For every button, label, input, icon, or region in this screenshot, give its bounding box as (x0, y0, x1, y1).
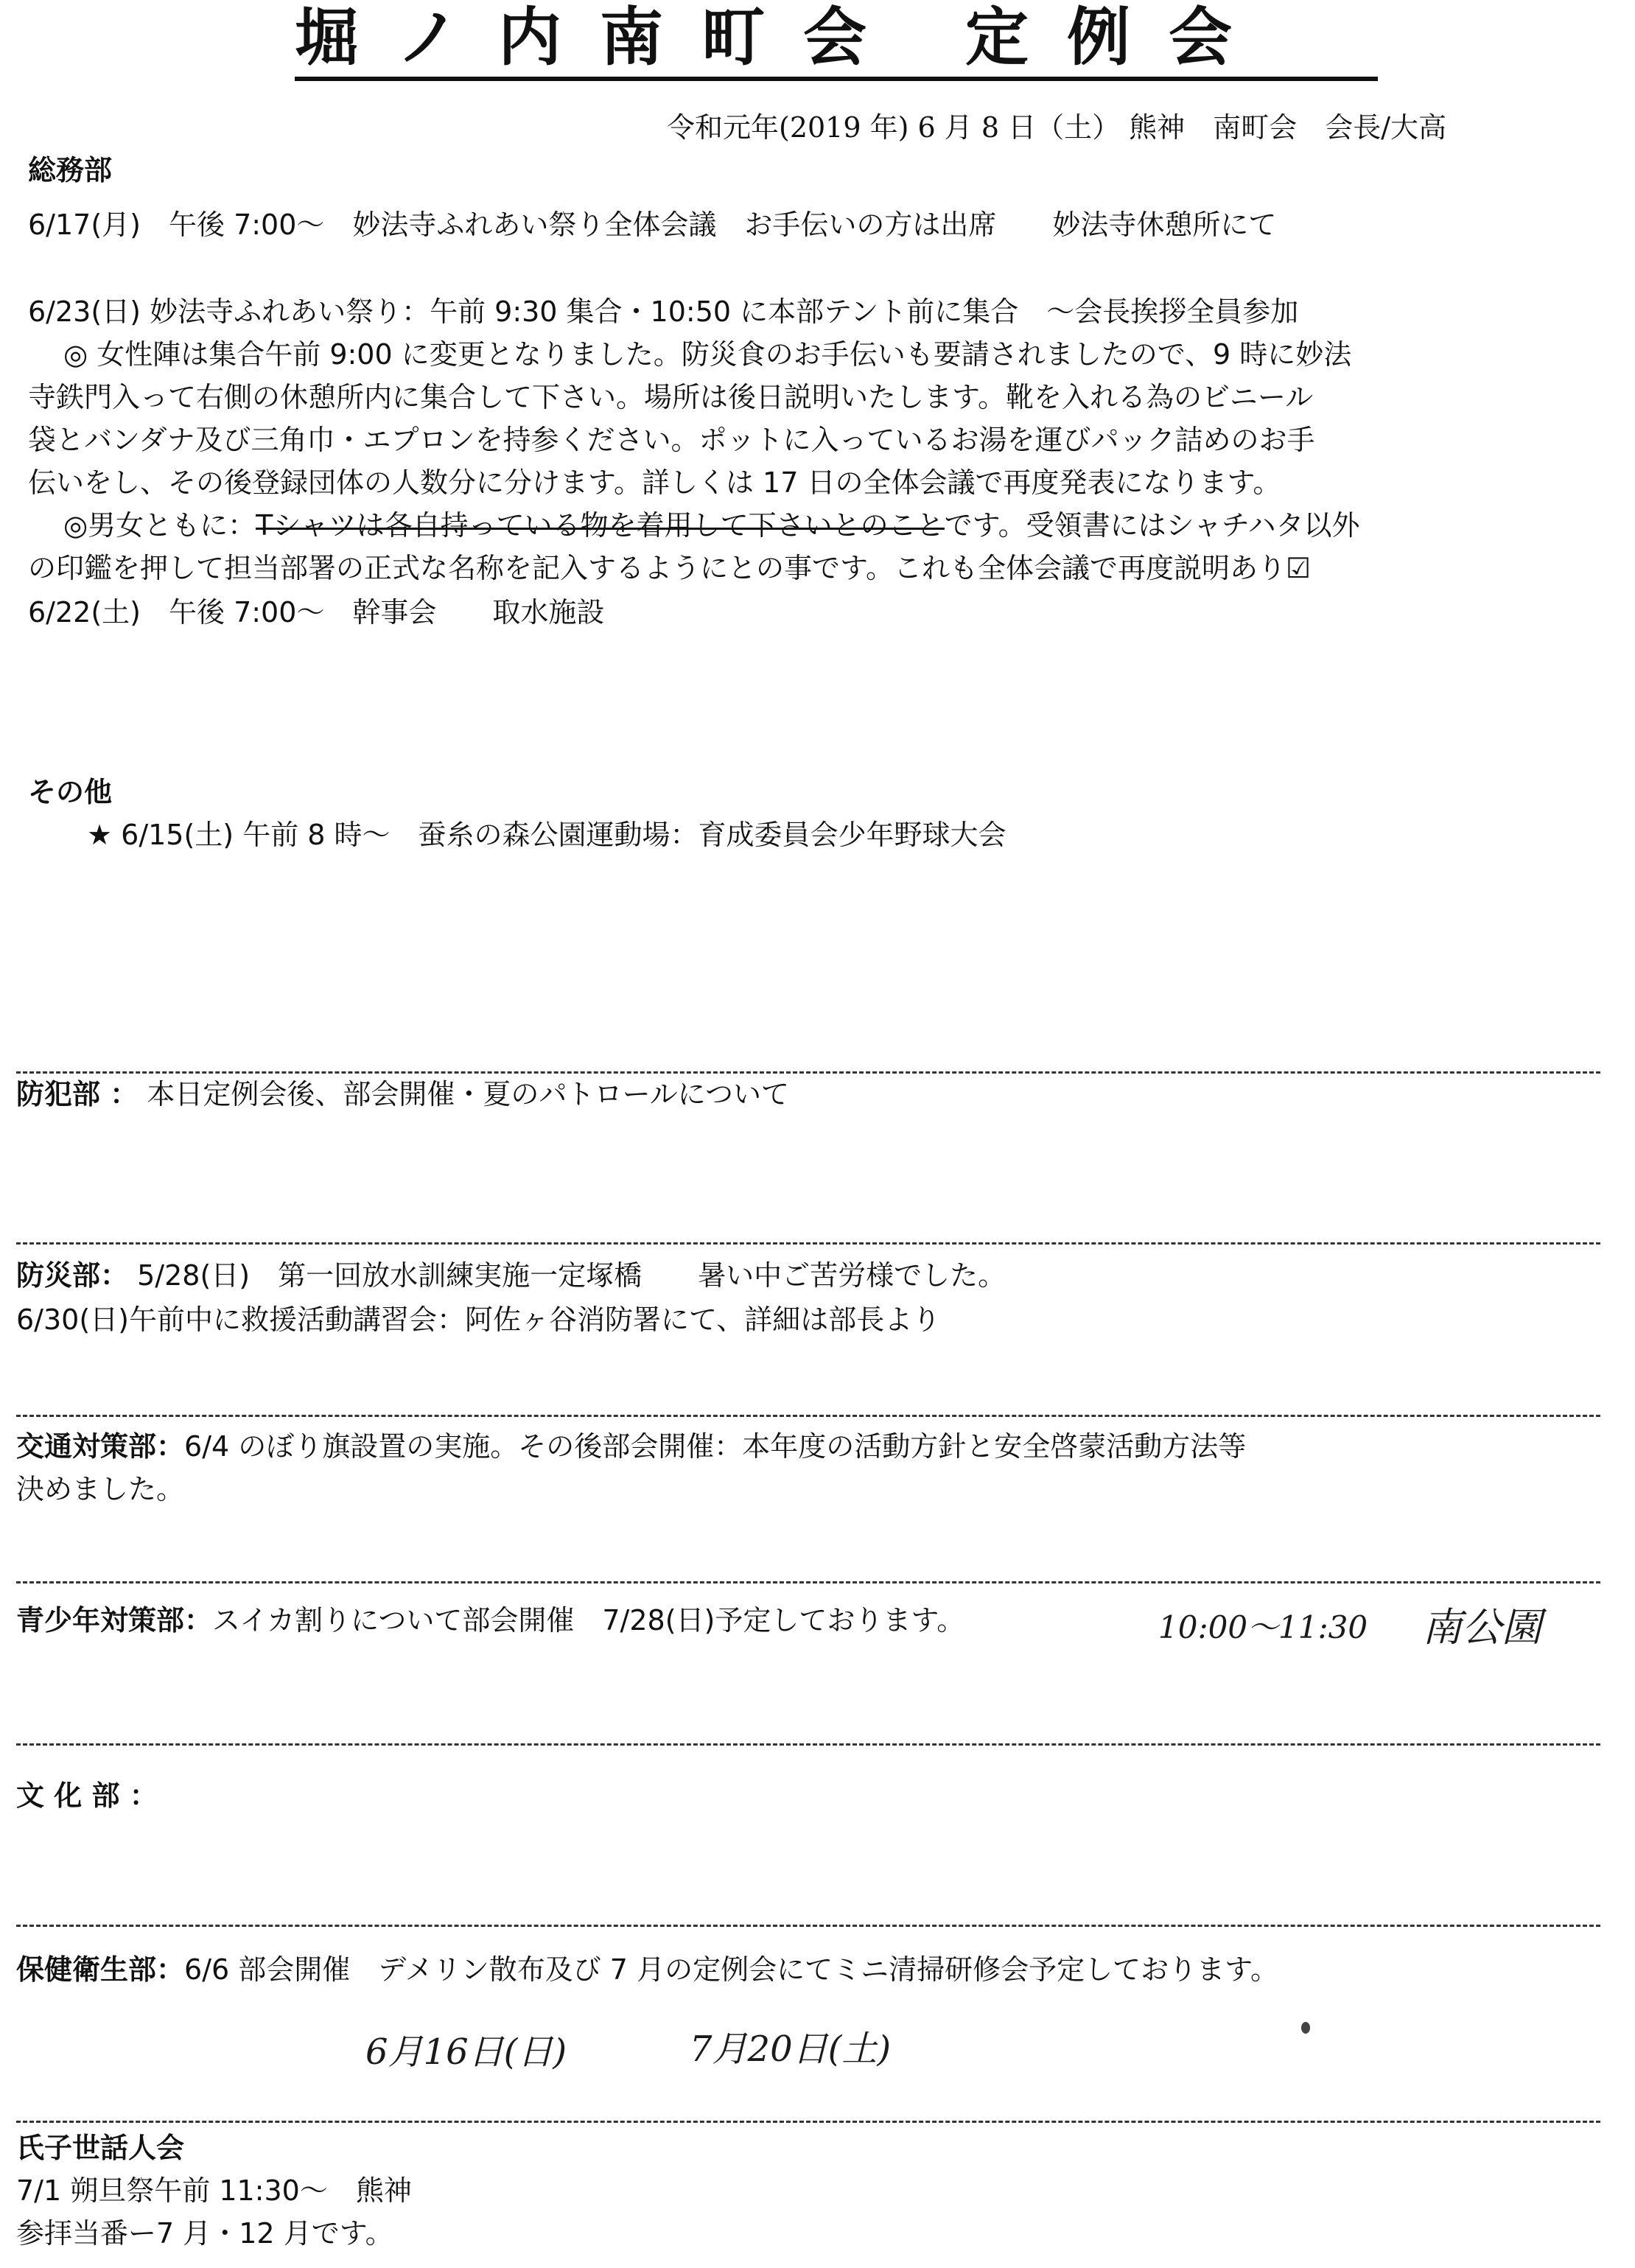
section-divider (16, 1743, 1600, 1746)
bouhan-text: 本日定例会後、部会開催・夏のパトロールについて (147, 1078, 790, 1110)
bousai-line-2: 6/30(日)午前中に救援活動講習会：阿佐ヶ谷消防署にて、詳細は部長より (16, 1303, 941, 1336)
seishounen-text: スイカ割りについて部会開催 7/28(日)予定しております。 (212, 1604, 965, 1637)
soumu-para2-struck-text: Tシャツは各自持っている物を着用して下さいとのこと (256, 509, 945, 542)
section-divider (16, 1242, 1600, 1245)
section-divider (16, 1415, 1600, 1417)
ujiko-line-1: 7/1 朔旦祭午前 11:30～ 熊神 (16, 2174, 412, 2207)
soumu-para1-line-4: 伝いをし、その後登録団体の人数分に分けます。詳しくは 17 日の全体会議で再度発表になります。 (28, 466, 1281, 499)
sonota-heading: その他 (28, 776, 113, 808)
ink-dot (1301, 2022, 1310, 2034)
section-divider (16, 1581, 1600, 1583)
sonota-line-1: ★ 6/15(土) 午前 8 時～ 蚕糸の森公園運動場：育成委員会少年野球大会 (87, 819, 1006, 851)
page-title: 堀ノ内南町会 定例会 (295, 1, 1270, 74)
soumu-para1-line-3: 袋とバンダナ及び三角巾・エプロンを持参ください。ポットに入っているお湯を運びパック詰めのお手 (28, 424, 1315, 456)
bouhan-heading: 防犯部 ： (16, 1078, 139, 1110)
soumu-line-2: 6/23(日) 妙法寺ふれあい祭り：午前 9:30 集合・10:50 に本部テント前に集合 ～会長挨拶全員参加 (28, 295, 1299, 328)
hoken-line (16, 1953, 1279, 1986)
handwritten-time-note: 10:00～11:30 (1158, 1609, 1368, 1645)
checkbox-mark: ☑ (1285, 552, 1312, 584)
bunka-heading: 文 化 部 ： (16, 1779, 158, 1812)
bousai-heading: 防災部： (16, 1259, 129, 1292)
bousai-line-1 (16, 1259, 1006, 1292)
soumu-para2-line-2-text: の印鑑を押して担当部署の正式な名称を記入するようにとの事です。これも全体会議で再度説明あり (28, 552, 1286, 584)
koutsu-text-1: 6/4 のぼり旗設置の実施。その後部会開催：本年度の活動方針と安全啓蒙活動方法等 (184, 1430, 1247, 1463)
soumu-para2-rest: です。受領書にはシャチハタ以外 (944, 509, 1360, 542)
soumu-para2-line-1 (63, 509, 1360, 542)
bousai-text-1: 5/28(日) 第一回放水訓練実施一定塚橋 暑い中ご苦労様でした。 (137, 1259, 1006, 1292)
koutsu-line-2: 決めました。 (16, 1473, 185, 1505)
meeting-date-line: 令和元年(2019 年) 6 月 8 日（土） 熊神 南町会 会長/大高 (667, 111, 1446, 144)
bouhan-line (16, 1080, 789, 1108)
soumu-para2-line-2 (28, 554, 1311, 582)
soumu-para1-line-1: ◎ 女性陣は集合午前 9:00 に変更となりました。防災食のお手伝いも要請されましたので、9 時に妙法 (63, 338, 1352, 371)
koutsu-heading: 交通対策部： (16, 1430, 185, 1463)
handwritten-date-2: 7月20日(土) (690, 2029, 892, 2070)
soumu-para1-line-2: 寺鉄門入って右側の休憩所内に集合して下さい。場所は後日説明いたします。靴を入れる為のビニール (28, 381, 1314, 413)
section-divider (16, 1925, 1600, 1927)
soumu-para2-prefix: ◎男女ともに： (63, 509, 256, 542)
title-underline (295, 77, 1378, 81)
koutsu-line-1 (16, 1430, 1247, 1463)
seishounen-line (16, 1604, 965, 1637)
soumu-line-3: 6/22(土) 午後 7:00～ 幹事会 取水施設 (28, 596, 605, 629)
section-divider (16, 1071, 1600, 1074)
hoken-heading: 保健衛生部： (16, 1953, 185, 1986)
seishounen-heading: 青少年対策部： (16, 1604, 213, 1637)
hoken-text: 6/6 部会開催 デメリン散布及び 7 月の定例会にてミニ清掃研修会予定しております。 (184, 1953, 1279, 1986)
ujiko-heading: 氏子世話人会 (16, 2132, 185, 2164)
ujiko-line-2: 参拝当番ー7 月・12 月です。 (16, 2217, 393, 2250)
soumu-heading: 総務部 (28, 154, 113, 186)
section-divider (16, 2121, 1600, 2123)
handwritten-date-1: 6月16日(日) (365, 2031, 567, 2073)
soumu-line-1: 6/17(月) 午後 7:00～ 妙法寺ふれあい祭り全体会議 お手伝いの方は出席 妙法寺休憩所にて (28, 209, 1277, 241)
handwritten-place-note: 南公園 (1422, 1604, 1541, 1651)
